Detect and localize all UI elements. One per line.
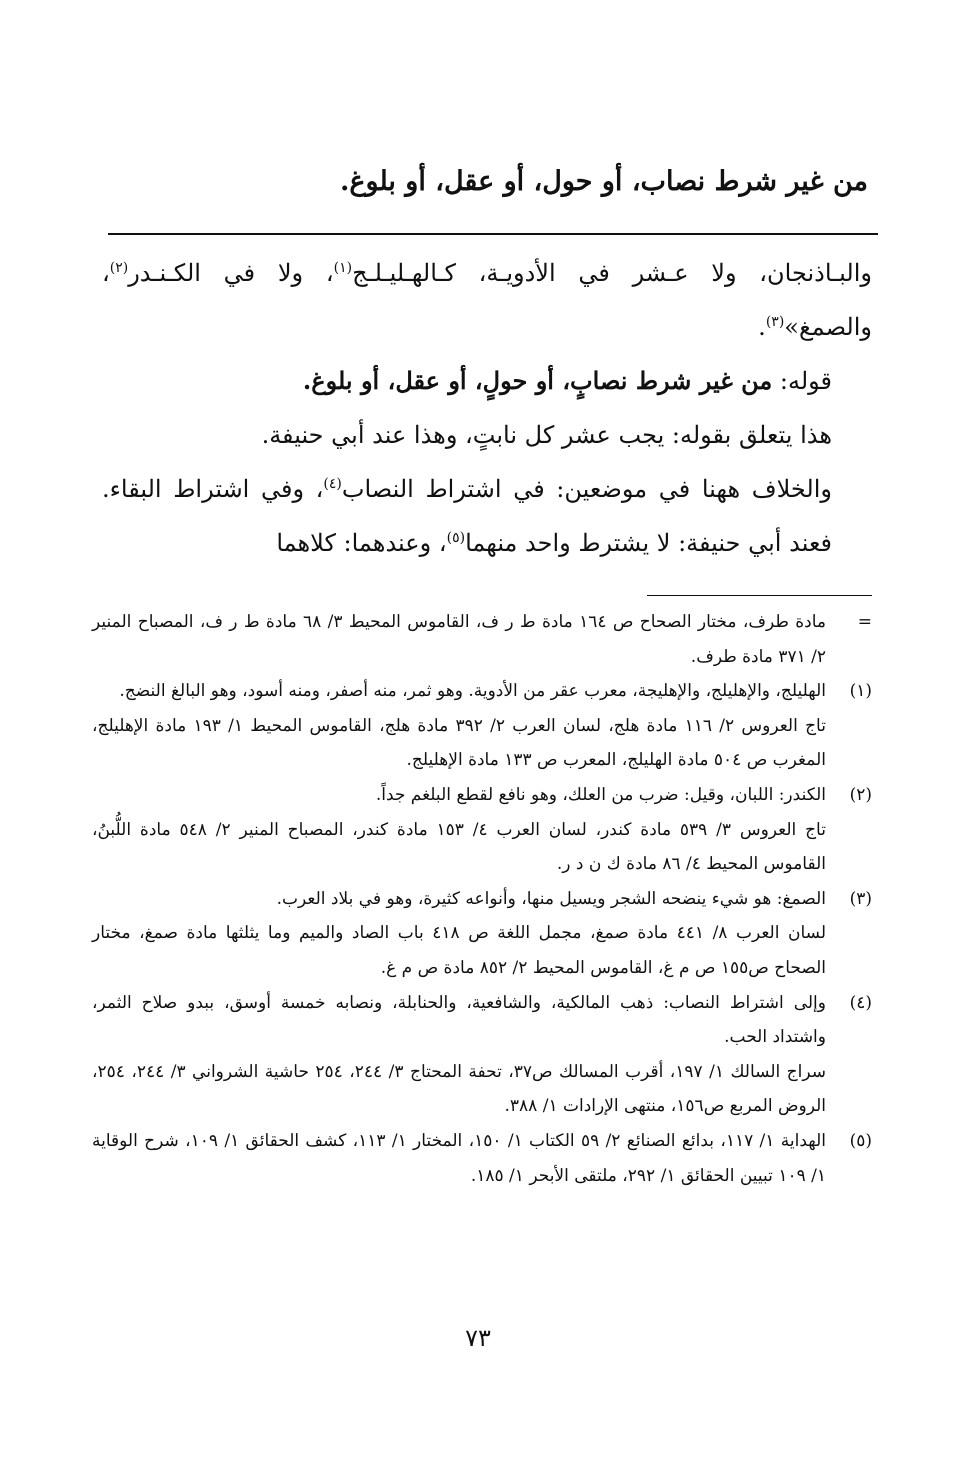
footnote-line: الكندر: اللبان، وقيل: ضرب من العلك، وهو نافع لقطع البلغم جداً. [375,784,826,805]
footnote-3 [92,882,872,986]
footnote-mark: = [857,612,872,632]
page-number: ٧٣ [465,1324,491,1352]
footnote-mark: (٤) [849,992,872,1013]
footnote-line: سراج السالك ١/ ١٩٧، أقرب المسالك ص٣٧، تحفة المحتاج ٣/ ٢٤٤، ٢٥٤ حاشية الشرواني ٣/ ٢٤٤، ٢٥٤، الروض المربع ص١٥٦، منتهى الإرادات ١/ ٣٨٨. [92,1061,827,1117]
footnote-4 [92,986,872,1124]
footnote-ref-1[interactable]: (١) [333,260,353,276]
footnote-divider [647,595,872,596]
footnote-ref-2[interactable]: (٢) [109,260,129,276]
footnote-line: وإلى اشتراط النصاب: ذهب المالكية، والشافعية، والحنابلة، ونصابه خمسة أوسق، ببدو صلاح الثمر، واشتداد الحب. [92,992,826,1048]
main-text [102,246,872,570]
footnote-2 [92,778,872,882]
paragraph-2: قوله: من غير شرط نصابٍ، أو حولٍ، أو عقل، أو بلوغ. [302,366,832,395]
paragraph-1: والبـاذنجان، ولا عـشر في الأدويـة، كـالهـليـلـج$^{(١)}$، ولا في الكـنـدر$^{(٢)}$، والصمغ»$^{(٣)}$. [102,259,872,341]
footnote-continued [92,605,872,674]
footnote-line: الصمغ: هو شيء ينضحه الشجر ويسيل منها، وأنواعه كثيرة، وهو في بلاد العرب. [276,888,826,909]
footnote-ref-3[interactable]: (٣) [765,314,785,330]
paragraph-4: والخلاف ههنا في موضعين: في اشتراط النصاب$^{(٤)}$، وفي اشتراط البقاء. فعند أبي حنيفة: لا يشترط واحد منهما$^{(٥)}$، وعندهما: كلاهما [102,475,832,557]
footnote-5 [92,1124,872,1193]
footnote-ref-4[interactable]: (٤) [323,476,342,492]
running-header: من غير شرط نصاب، أو حول، أو عقل، أو بلوغ. [340,166,868,197]
footnotes [92,605,872,1193]
footnote-mark: (٢) [849,784,872,805]
footnote-line: الهداية ١/ ١١٧، بدائع الصنائع ٢/ ٥٩ الكتاب ١/ ١٥٠، المختار ١/ ١١٣، كشف الحقائق ١/ ١٠٩، شرح الوقاية ١/ ١٠٩ تبيين الحقائق ١/ ٢٩٢، ملتقى الأبحر ١/ ١٨٥. [92,1130,826,1186]
footnote-1 [92,674,872,778]
quoted-text: من غير شرط نصابٍ، أو حولٍ، أو عقل، أو بلوغ. [302,366,773,395]
footnote-line: تاج العروس ٢/ ١١٦ مادة هلج، لسان العرب ٢/ ٣٩٢ مادة هلج، القاموس المحيط ١/ ١٩٣ مادة الإهليلج، المغرب ص ٥٠٤ مادة الهليلج، المعرب ص ١٣٣ مادة الإهليلج. [92,715,826,771]
header-divider [108,233,878,235]
footnote-mark: (٥) [849,1130,872,1151]
footnote-mark: (١) [849,681,872,702]
footnote-line: الهليلج، والإهليلج، والإهليجة، معرب عقر من الأدوية. وهو ثمر، منه أصفر، ومنه أسود، وهو البالغ النضج. [119,681,826,702]
footnote-line: لسان العرب ٨/ ٤٤١ مادة صمغ، مجمل اللغة ص ٤١٨ باب الصاد والميم وما يثلثها مادة صمغ، مختار الصحاح ص١٥٥ ص م غ، القاموس المحيط ٢/ ٨٥٢ مادة ص م غ. [92,923,827,978]
footnote-ref-5[interactable]: (٥) [446,530,466,546]
footnote-mark: (٣) [849,888,872,909]
footnote-line: تاج العروس ٣/ ٥٣٩ مادة كندر، لسان العرب ٤/ ١٥٣ مادة كندر، المصباح المنير ٢/ ٥٤٨ مادة اللُّبنُ، القاموس المحيط ٤/ ٨٦ مادة ك ن د ر. [92,819,826,875]
footnote-line: مادة طرف، مختار الصحاح ص ١٦٤ مادة ط ر ف، القاموس المحيط ٣/ ٦٨ مادة ط ر ف، المصباح المنير ٢/ ٣٧١ مادة طرف. [92,612,826,667]
paragraph-3: هذا يتعلق بقوله: يجب عشر كل نابتٍ، وهذا عند أبي حنيفة. [261,421,832,449]
